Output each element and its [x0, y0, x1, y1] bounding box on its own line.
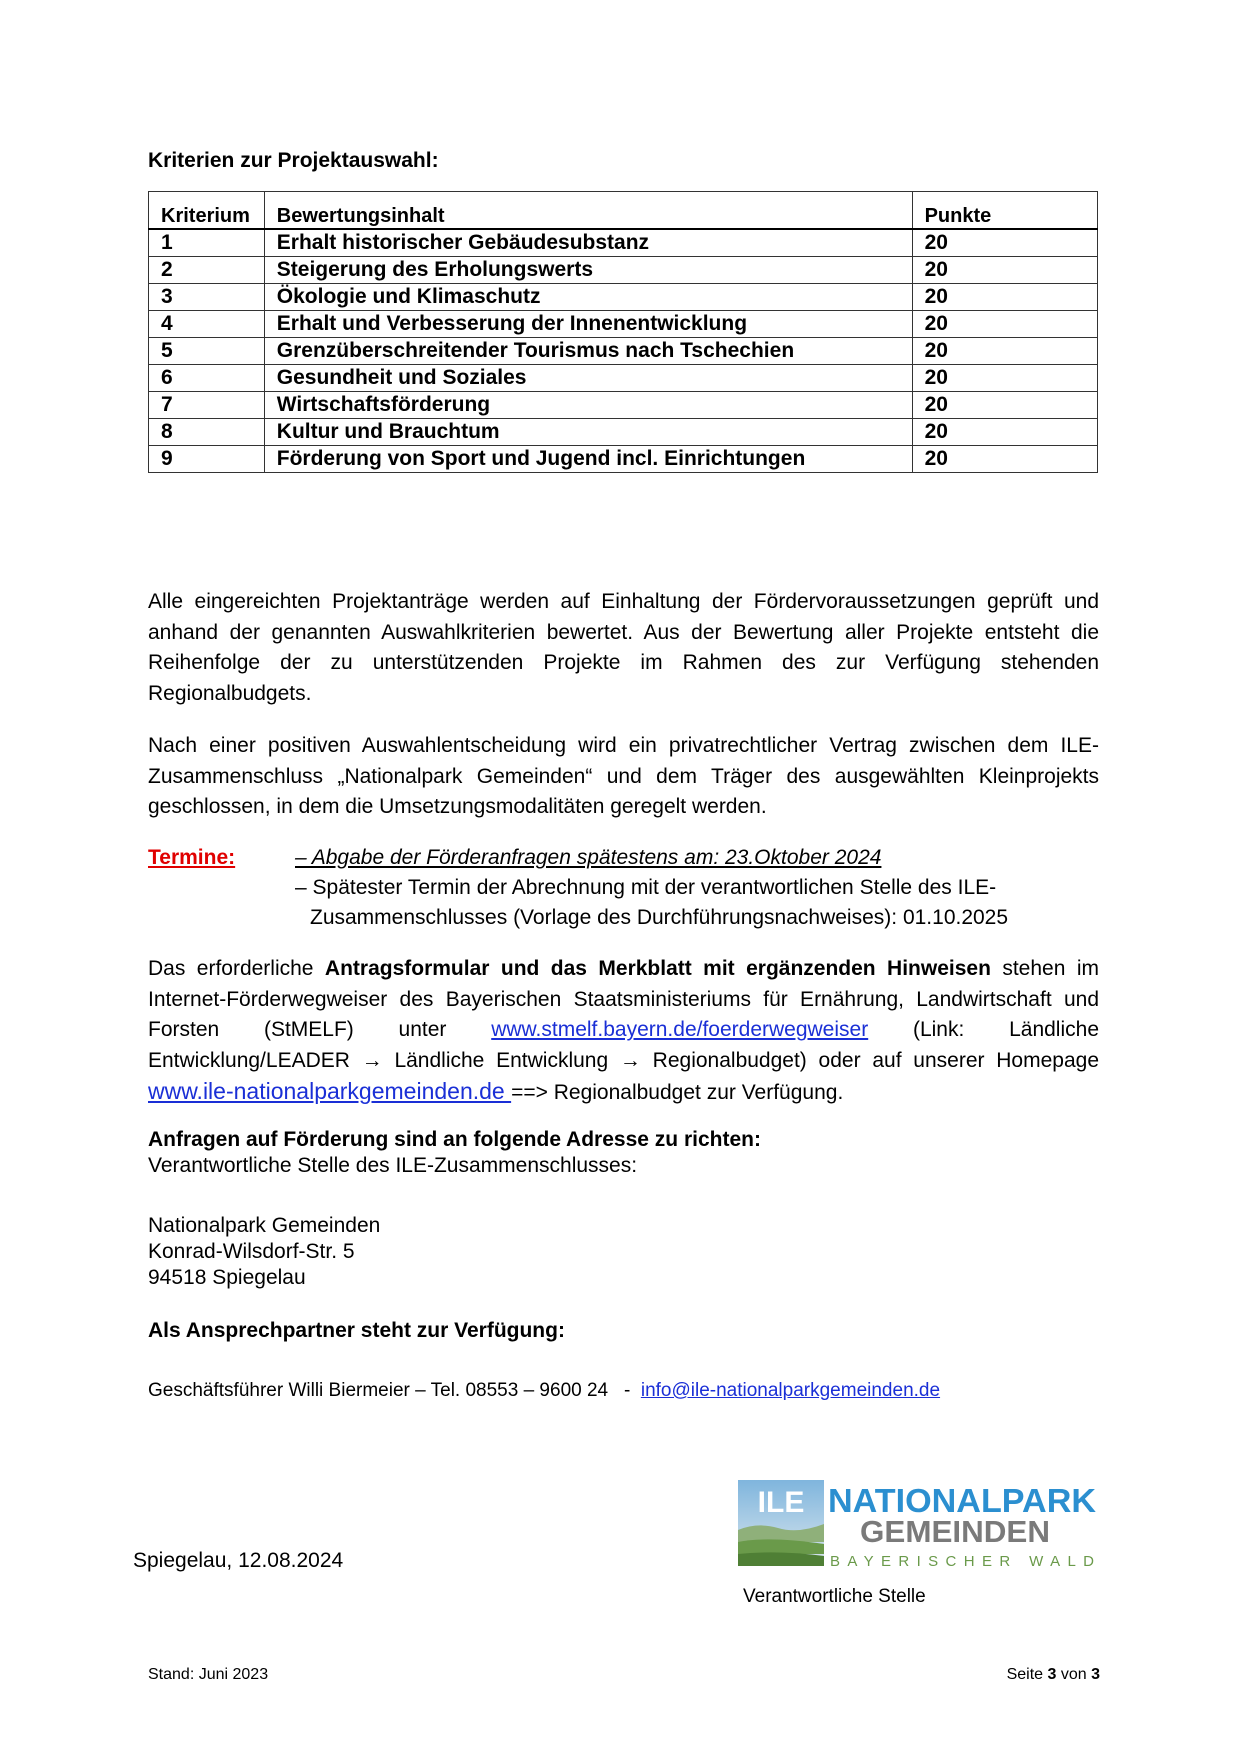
criteria-body — [149, 229, 1098, 473]
cell-punkte: 20 — [912, 419, 1097, 446]
cell-kriterium: 5 — [149, 338, 265, 365]
forms-text-1: Das erforderliche — [148, 957, 325, 980]
address-city: 94518 Spiegelau — [148, 1266, 306, 1289]
termine-label-text: Termine: — [148, 846, 236, 869]
cell-kriterium: 1 — [149, 229, 265, 257]
table-row — [149, 419, 1098, 446]
header-bewertungsinhalt: Bewertungsinhalt — [264, 192, 912, 230]
forms-text-4: ==> Regionalbudget zur Verfügung. — [511, 1081, 844, 1105]
contact-text: Geschäftsführer Willi Biermeier – Tel. 08553 – 9600 24 - — [148, 1380, 641, 1401]
table-row — [149, 257, 1098, 284]
cell-kriterium: 6 — [149, 365, 265, 392]
logo-caption: Verantwortliche Stelle — [743, 1586, 926, 1607]
criteria-table — [148, 191, 1098, 473]
footer-page-current: 3 — [1047, 1666, 1057, 1683]
cell-bewertungsinhalt: Gesundheit und Soziales — [264, 365, 912, 392]
homepage-link[interactable]: www.ile-nationalparkgemeinden.de — [148, 1078, 512, 1105]
cell-bewertungsinhalt: Wirtschaftsförderung — [264, 392, 912, 419]
footer-page-number — [1007, 1666, 1100, 1684]
footer-page-total: 3 — [1091, 1666, 1100, 1683]
table-row — [149, 446, 1098, 473]
table-row — [149, 284, 1098, 311]
termine-item-1: – Abgabe der Förderanfragen spätestens am: 23.Oktober 2024 — [295, 846, 882, 869]
cell-kriterium: 3 — [149, 284, 265, 311]
table-row — [149, 392, 1098, 419]
table-row — [149, 365, 1098, 392]
termine-label — [148, 845, 235, 871]
footer-page-mid: von — [1056, 1666, 1092, 1683]
contact-email-link[interactable]: info@ile-nationalparkgemeinden.de — [640, 1380, 941, 1401]
paragraph-evaluation: Alle eingereichten Projektanträge werden auf Einhaltung der Fördervoraussetzungen geprüft und anhand der genannten Auswahlkriterien bewertet. Aus der Bewertung aller Projekte entsteht die Reihenfolge der zu unterstützenden Projekte im Rahmen des zur Verfügung stehenden Regionalbudgets. — [148, 590, 1099, 705]
logo-gemeinden-text: GEMEINDEN — [860, 1514, 1050, 1549]
page-heading: Kriterien zur Projektauswahl: — [148, 149, 439, 172]
table-row — [149, 229, 1098, 257]
address-heading: Anfragen auf Förderung sind an folgende Adresse zu richten: — [148, 1128, 761, 1151]
table-row — [149, 338, 1098, 365]
cell-punkte: 20 — [912, 284, 1097, 311]
cell-punkte: 20 — [912, 392, 1097, 419]
cell-kriterium: 2 — [149, 257, 265, 284]
termine-item-2-line-2: Zusammenschlusses (Vorlage des Durchführungsnachweises): 01.10.2025 — [310, 906, 1009, 929]
address-subheading: Verantwortliche Stelle des ILE-Zusammenschlusses: — [148, 1154, 638, 1177]
forms-bold: Antragsformular und das Merkblatt mit ergänzenden Hinweisen — [324, 957, 991, 980]
footer-page-prefix: Seite — [1006, 1666, 1048, 1683]
cell-punkte: 20 — [912, 338, 1097, 365]
table-row — [149, 311, 1098, 338]
cell-punkte: 20 — [912, 229, 1097, 257]
address-street: Konrad-Wilsdorf-Str. 5 — [148, 1240, 355, 1263]
ile-nationalpark-logo — [738, 1480, 1098, 1570]
cell-bewertungsinhalt: Grenzüberschreitender Tourismus nach Tschechien — [264, 338, 912, 365]
cell-kriterium: 4 — [149, 311, 265, 338]
table-header-row — [149, 192, 1098, 230]
logo-region-text: BAYERISCHER WALD — [830, 1553, 1094, 1570]
cell-bewertungsinhalt: Ökologie und Klimaschutz — [264, 284, 912, 311]
cell-bewertungsinhalt: Steigerung des Erholungswerts — [264, 257, 912, 284]
cell-kriterium: 8 — [149, 419, 265, 446]
header-punkte: Punkte — [912, 192, 1097, 230]
cell-punkte: 20 — [912, 365, 1097, 392]
contact-heading: Als Ansprechpartner steht zur Verfügung: — [148, 1319, 565, 1342]
cell-kriterium: 7 — [149, 392, 265, 419]
cell-bewertungsinhalt: Erhalt und Verbesserung der Innenentwicklung — [264, 311, 912, 338]
cell-punkte: 20 — [912, 311, 1097, 338]
logo-ile-text: ILE — [757, 1486, 805, 1519]
cell-bewertungsinhalt: Kultur und Brauchtum — [264, 419, 912, 446]
cell-kriterium: 9 — [149, 446, 265, 473]
address-name: Nationalpark Gemeinden — [148, 1214, 381, 1237]
place-date: Spiegelau, 12.08.2024 — [133, 1549, 344, 1572]
paragraph-forms — [148, 954, 1099, 1109]
forms-text-2: stehen im Internet-Förderwegweiser des Bayerischen Staatsministeriums für Ernährung, Landwirtschaft und Forsten (StMELF) unter — [148, 957, 1099, 1042]
termine-item-2-line-1: – Spätester Termin der Abrechnung mit der verantwortlichen Stelle des ILE- — [295, 876, 997, 899]
stmelf-link[interactable]: www.stmelf.bayern.de/foerderwegweiser — [491, 1018, 869, 1042]
cell-bewertungsinhalt: Erhalt historischer Gebäudesubstanz — [264, 229, 912, 257]
header-kriterium: Kriterium — [149, 192, 265, 230]
cell-punkte: 20 — [912, 446, 1097, 473]
cell-punkte: 20 — [912, 257, 1097, 284]
paragraph-contract: Nach einer positiven Auswahlentscheidung wird ein privatrechtlicher Vertrag zwischen dem ILE-Zusammenschluss „Nationalpark Gemeinden“ und dem Träger des ausgewählten Kleinprojekts geschlossen, in dem die Umsetzungsmodalitäten geregelt werden. — [148, 734, 1099, 819]
logo-nationalpark-text: NATIONALPARK — [828, 1482, 1097, 1519]
contact-line — [148, 1378, 940, 1404]
cell-bewertungsinhalt: Förderung von Sport und Jugend incl. Einrichtungen — [264, 446, 912, 473]
footer-stand: Stand: Juni 2023 — [148, 1666, 269, 1683]
forms-text-3: (Link: Ländliche Entwicklung/LEADER → Ländliche Entwicklung → Regionalbudget) oder auf unserer Homepage — [148, 1018, 1099, 1072]
